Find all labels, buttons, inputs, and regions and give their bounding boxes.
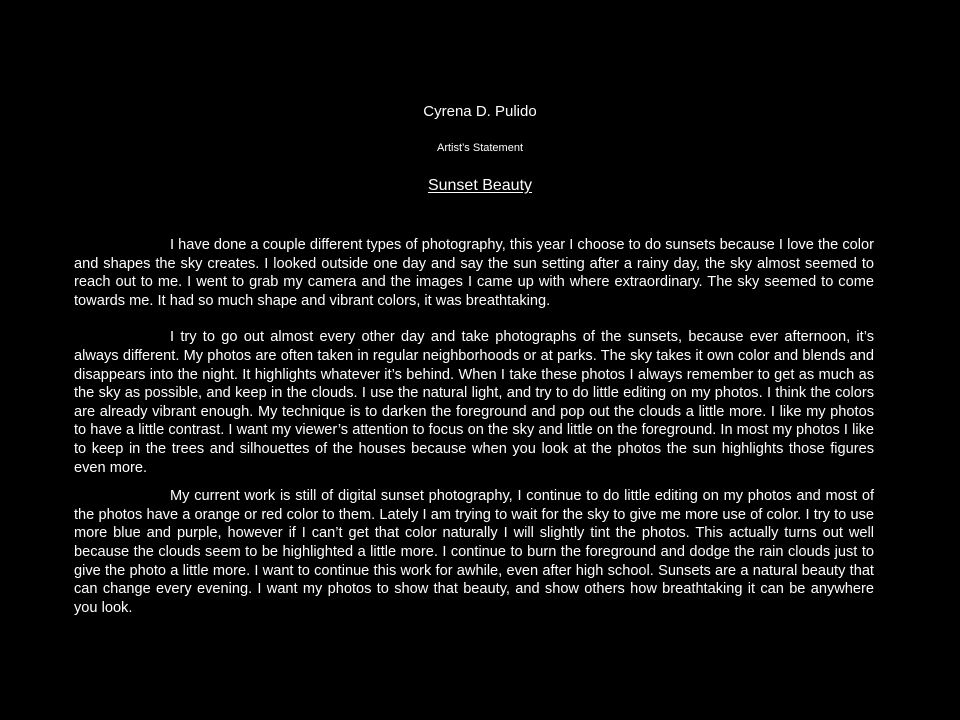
paragraph-2: I try to go out almost every other day and take photographs of the sunsets, because ever afternoon, it’s always different. My photos are often taken in regular neighborhoods or at parks. The sky takes it own color and blends and disappears into the night. It highlights whatever it’s behind. When I take these photos I always remember to get as much as the sky as possible, and keep in the clouds. I use the natural light, and try to do little editing on my photos. I think the colors are already vibrant enough. My technique is to darken the foreground and pop out the clouds a little more. I like my photos to have a little contrast. I want my viewer’s attention to focus on the sky and little on the foreground. In most my photos I like to keep in the trees and silhouettes of the houses because when you look at the photos the sun highlights those figures even more. (74, 329, 874, 476)
document-title-text: Sunset Beauty (427, 177, 533, 194)
author-name: Cyrena D. Pulido (423, 103, 537, 120)
document-subtitle: Artist’s Statement (437, 142, 523, 154)
paragraph-3: My current work is still of digital sunset photography, I continue to do little editing on my photos and most of the photos have a orange or red color to them. Lately I am trying to wait for the sky to give me more use of color. I try to use more blue and purple, however if I can’t get that color naturally I will slightly tint the photos. This actually turns out well because the clouds seem to be highlighted a little more. I continue to burn the foreground and dodge the rain clouds just to give the photo a little more. I want to continue this work for awhile, even after high school. Sunsets are a natural beauty that can change every evening. I want my photos to show that beauty, and show others how breathtaking it can be anywhere you look. (74, 488, 874, 616)
statement-body (74, 236, 874, 617)
paragraph-1: I have done a couple different types of photography, this year I choose to do sunsets because I love the color and shapes the sky creates. I looked outside one day and say the sun setting after a rainy day, the sky almost seemed to reach out to me. I went to grab my camera and the images I came up with where extraordinary. The sky seemed to come towards me. It had so much shape and vibrant colors, it was breathtaking. (74, 237, 874, 309)
document-title (0, 176, 960, 196)
